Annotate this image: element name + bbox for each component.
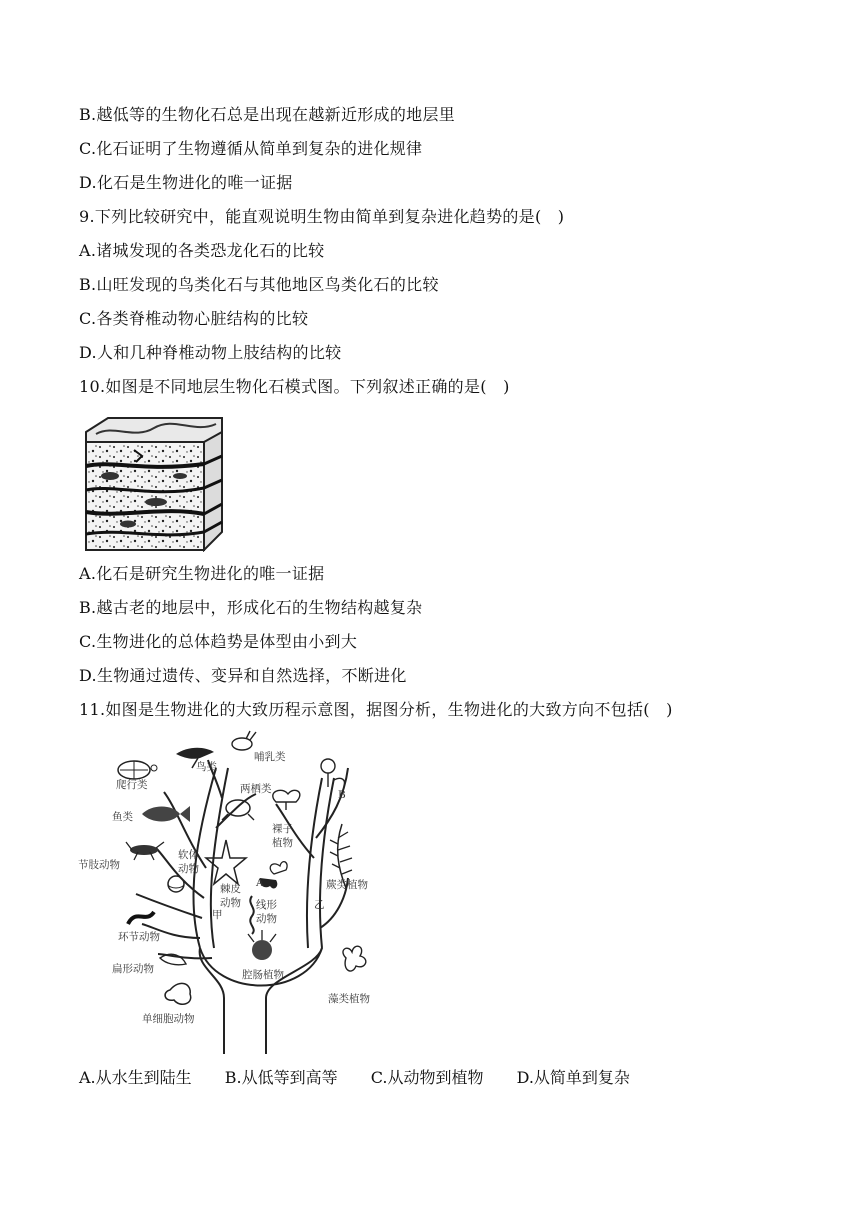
seaweed-icon bbox=[343, 946, 366, 971]
q9-option-b: B.山旺发现的鸟类化石与其他地区鸟类化石的比较 bbox=[79, 275, 439, 294]
q9-option-c: C.各类脊椎动物心脏结构的比较 bbox=[79, 309, 309, 328]
amoeba-icon bbox=[165, 983, 191, 1004]
label-birds: 鸟类 bbox=[196, 761, 217, 773]
rabbit-icon bbox=[232, 731, 256, 750]
label-mollusks-1: 软体 bbox=[178, 849, 199, 861]
q8-option-b: B.越低等的生物化石总是出现在越新近形成的地层里 bbox=[79, 105, 456, 124]
q10-stem: 10.如图是不同地层生物化石模式图。下列叙述正确的是( ) bbox=[79, 377, 510, 396]
q10-option-b: B.越古老的地层中，形成化石的生物结构越复杂 bbox=[79, 598, 423, 617]
q8-option-c: C.化石证明了生物遵循从简单到复杂的进化规律 bbox=[79, 139, 423, 158]
worm-icon bbox=[128, 912, 154, 924]
label-amphibians: 两栖类 bbox=[240, 783, 272, 795]
q9-option-d: D.人和几种脊椎动物上肢结构的比较 bbox=[79, 343, 342, 362]
evolution-tree-figure bbox=[76, 728, 386, 1058]
nematode-icon bbox=[250, 896, 253, 934]
q11-option-a: A.从水生到陆生 bbox=[79, 1068, 192, 1087]
label-gymnosperms-1: 裸子 bbox=[272, 823, 293, 835]
q11-option-b: B.从低等到高等 bbox=[224, 1068, 338, 1087]
q8-option-d: D.化石是生物进化的唯一证据 bbox=[79, 173, 293, 192]
label-flatworms: 扁形动物 bbox=[112, 963, 154, 975]
label-branch-yi: 乙 bbox=[314, 899, 325, 911]
label-mark-b: B bbox=[338, 789, 346, 801]
label-annelids: 环节动物 bbox=[118, 931, 160, 943]
moss-icon bbox=[260, 862, 287, 889]
label-ferns: 蕨类植物 bbox=[326, 879, 368, 891]
q10-option-c: C.生物进化的总体趋势是体型由小到大 bbox=[79, 632, 358, 651]
label-mammals: 哺乳类 bbox=[254, 751, 286, 763]
ginkgo-icon bbox=[273, 790, 300, 810]
hydra-icon bbox=[248, 930, 276, 960]
label-algae: 藻类植物 bbox=[328, 993, 370, 1005]
label-mollusks-2: 动物 bbox=[178, 863, 199, 875]
label-echinoderms-2: 动物 bbox=[220, 897, 241, 909]
label-nematodes-2: 动物 bbox=[256, 913, 277, 925]
label-mark-a: A bbox=[256, 877, 264, 889]
q11-option-c: C.从动物到植物 bbox=[370, 1068, 484, 1087]
label-nematodes-1: 线形 bbox=[256, 899, 277, 911]
fish-icon bbox=[142, 806, 190, 822]
q10-option-d: D.生物通过遗传、变异和自然选择，不断进化 bbox=[79, 666, 407, 685]
q11-stem: 11.如图是生物进化的大致历程示意图，据图分析，生物进化的大致方向不包括( ) bbox=[79, 700, 673, 719]
q10-option-a: A.化石是研究生物进化的唯一证据 bbox=[79, 564, 325, 583]
label-arthropods: 节肢动物 bbox=[78, 859, 120, 871]
label-fish: 鱼类 bbox=[112, 811, 133, 823]
shell-icon bbox=[168, 876, 184, 892]
q11-option-d: D.从简单到复杂 bbox=[516, 1068, 630, 1087]
label-echinoderms-1: 棘皮 bbox=[220, 883, 241, 895]
q9-stem: 9.下列比较研究中，能直观说明生物由简单到复杂进化趋势的是( ) bbox=[79, 207, 565, 226]
fossil-strata-figure bbox=[84, 414, 226, 552]
label-branch-jia: 甲 bbox=[212, 909, 223, 921]
q9-option-a: A.诸城发现的各类恐龙化石的比较 bbox=[79, 241, 325, 260]
label-gymnosperms-2: 植物 bbox=[272, 837, 293, 849]
label-reptiles: 爬行类 bbox=[116, 779, 148, 791]
label-cnidarians: 腔肠植物 bbox=[242, 969, 284, 981]
label-unicellular: 单细胞动物 bbox=[142, 1013, 195, 1025]
q11-options bbox=[79, 1068, 658, 1088]
turtle-icon bbox=[118, 761, 157, 779]
